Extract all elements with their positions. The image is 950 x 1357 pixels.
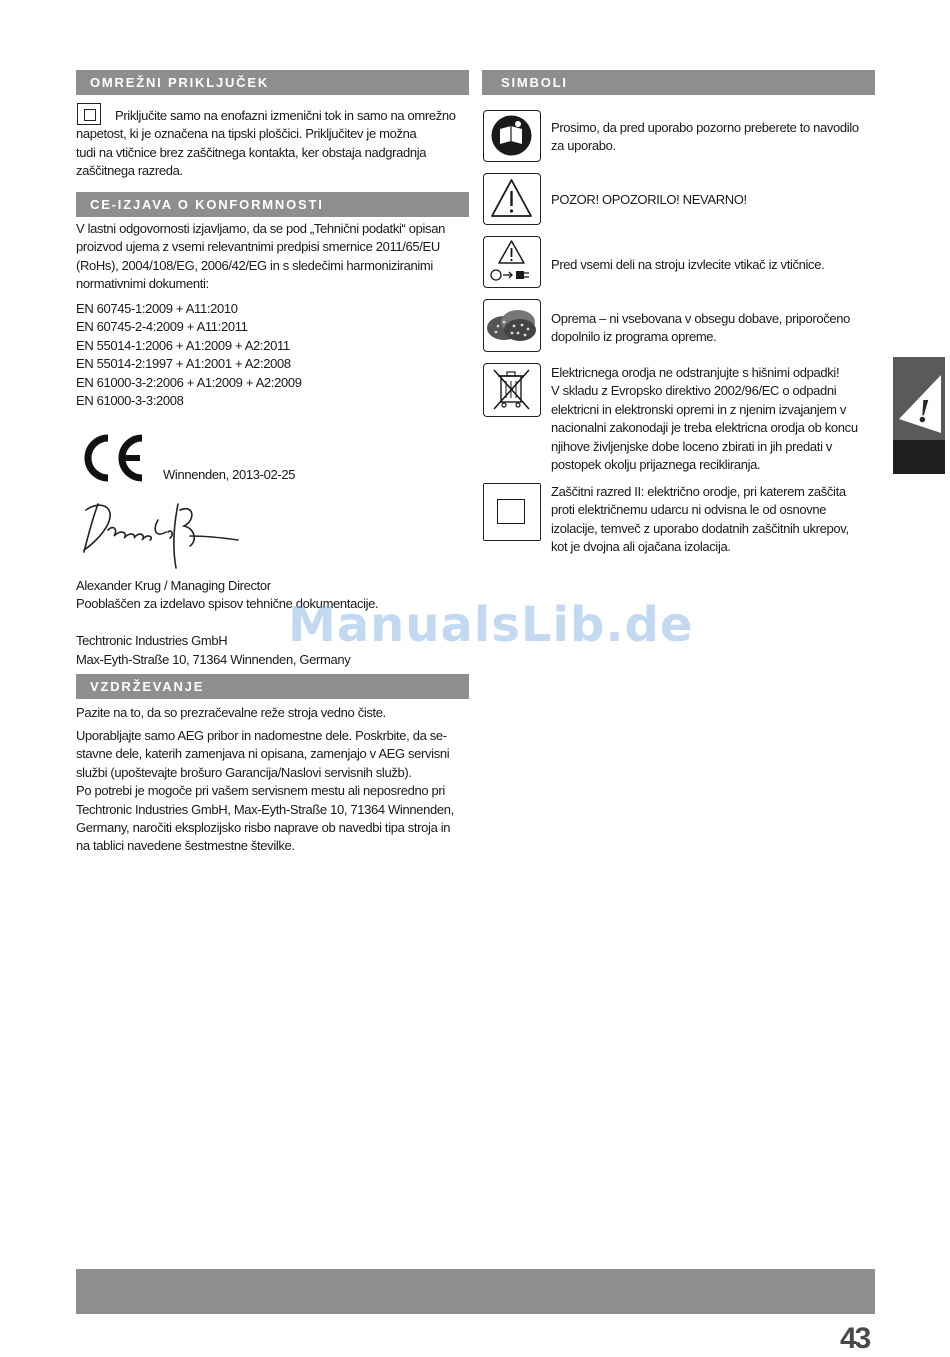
section-header-mains (76, 70, 469, 95)
ce-intro: V lastni odgovornosti izjavljamo, da se pod „Tehnični podatki“ opisan proizvod ujema z vsemi relevantnimi predpisi smernice 2011/65/EU (RoHs), 2004/108/EG, 2006/42/EG in s sledečimi harmoniziranimi normativnimi dokumenti: (76, 221, 445, 292)
warning-triangle-icon (483, 173, 541, 225)
section-header-ce (76, 192, 469, 217)
symbol-text-1: Prosimo, da pred uporabo pozorno preberete to navodilo za uporabo. (551, 120, 859, 154)
weee-crossed-bin-icon (483, 363, 541, 417)
symbol-text-3: Pred vsemi deli na stroju izvlecite vtikač iz vtičnice. (551, 257, 825, 272)
symbol-text-2: POZOR! OPOZORILO! NEVARNO! (551, 192, 747, 207)
section-header-symbols (482, 70, 875, 95)
authorized-note: Pooblaščen za izdelavo spisov tehnične dokumentacije. (76, 596, 379, 611)
standard-item: EN 61000-3-3:2008 (76, 393, 184, 409)
side-tab-glyph: ! (917, 393, 931, 430)
accessory-sanding-discs-icon (483, 299, 541, 352)
standard-item: EN 60745-2-4:2009 + A11:2011 (76, 319, 248, 335)
standard-item: EN 61000-3-2:2006 + A1:2009 + A2:2009 (76, 374, 302, 390)
signature-image (78, 490, 248, 572)
company-name: Techtronic Industries GmbH (76, 633, 228, 648)
company-address: Max-Eyth-Straße 10, 71364 Winnenden, Germany (76, 652, 351, 667)
standards-list (76, 300, 472, 410)
symbol-text-5: Elektricnega orodja ne odstranjujte s hišnimi odpadki! V skladu z Evropsko direktivo 2002/96/EC o odpadni elektricni in elektronski opremi in z njenim izvajanjem v nacionalni zakonodaji je treba elektricna orodja ob koncu njihove življenjske dobe loceno zbirati in jih predati v postopek okolju prijaznega recikliranja. (551, 365, 858, 473)
standard-item: EN 55014-1:2006 + A1:2009 + A2:2011 (76, 337, 290, 353)
section-title-symbols: SIMBOLI (501, 75, 568, 90)
unplug-warning-icon (483, 236, 541, 288)
section-header-maintenance (76, 674, 469, 699)
standard-item: EN 55014-2:1997 + A1:2001 + A2:2008 (76, 356, 291, 372)
symbol-text-6: Zaščitni razred II: električno orodje, pri katerem zaščita proti električnemu udarcu ni odvisna le od osnovne izolacije, temveč z uporabo dodatnih zaščitnih ukrepov, kot je dvojna ali ojačana izolacija. (551, 484, 849, 555)
signer-name: Alexander Krug / Managing Director (76, 578, 271, 593)
read-manual-icon (483, 110, 541, 162)
side-tab-lower (893, 440, 945, 474)
place-date: Winnenden, 2013-02-25 (163, 467, 296, 482)
side-tab-warning-icon (893, 367, 945, 437)
protection-class-ii-icon (483, 483, 541, 541)
section-title-maintenance: VZDRŽEVANJE (90, 679, 205, 694)
page-number: 43 (840, 1322, 870, 1355)
maintenance-p2: Uporabljajte samo AEG pribor in nadomestne dele. Poskrbite, da se- stavne dele, katerih zamenjava ni opisana, zamenjajo v AEG servisni službi (upoštevajte brošuro Garancija/Naslovi servisnih služb). Po potrebi je mogoče pri vašem servisnem mestu ali neposredno pri Techtronic Industries GmbH, Max-Eyth-Straße 10, 71364 Winnenden, Germany, naročiti eksplozijsko risbo naprave ob navedbi tipa stroja in na tablici navedene šestmestne številke. (76, 728, 454, 854)
standard-item: EN 60745-1:2009 + A11:2010 (76, 301, 238, 316)
maintenance-p1: Pazite na to, da so prezračevalne reže stroja vedno čiste. (76, 705, 386, 720)
footer-bar (76, 1269, 875, 1314)
mains-text: Priključite samo na enofazni izmenični tok in samo na omrežno napetost, ki je označena na tipski ploščici. Priključitev je možna tudi na vtičnice brez zaščitnega kontakta, ker obstaja nadgradnja zaščitnega razreda. (76, 108, 456, 179)
section-title-ce: CE-IZJAVA O KONFORMNOSTI (90, 197, 324, 212)
symbol-text-4: Oprema – ni vsebovana v obsegu dobave, priporočeno dopolnilo iz programa opreme. (551, 311, 851, 345)
section-title-mains: OMREŽNI PRIKLJUČEK (90, 75, 270, 90)
ce-mark-icon (80, 432, 150, 484)
watermark: ManualsLib.de (288, 597, 694, 653)
ce-mark (80, 432, 150, 484)
